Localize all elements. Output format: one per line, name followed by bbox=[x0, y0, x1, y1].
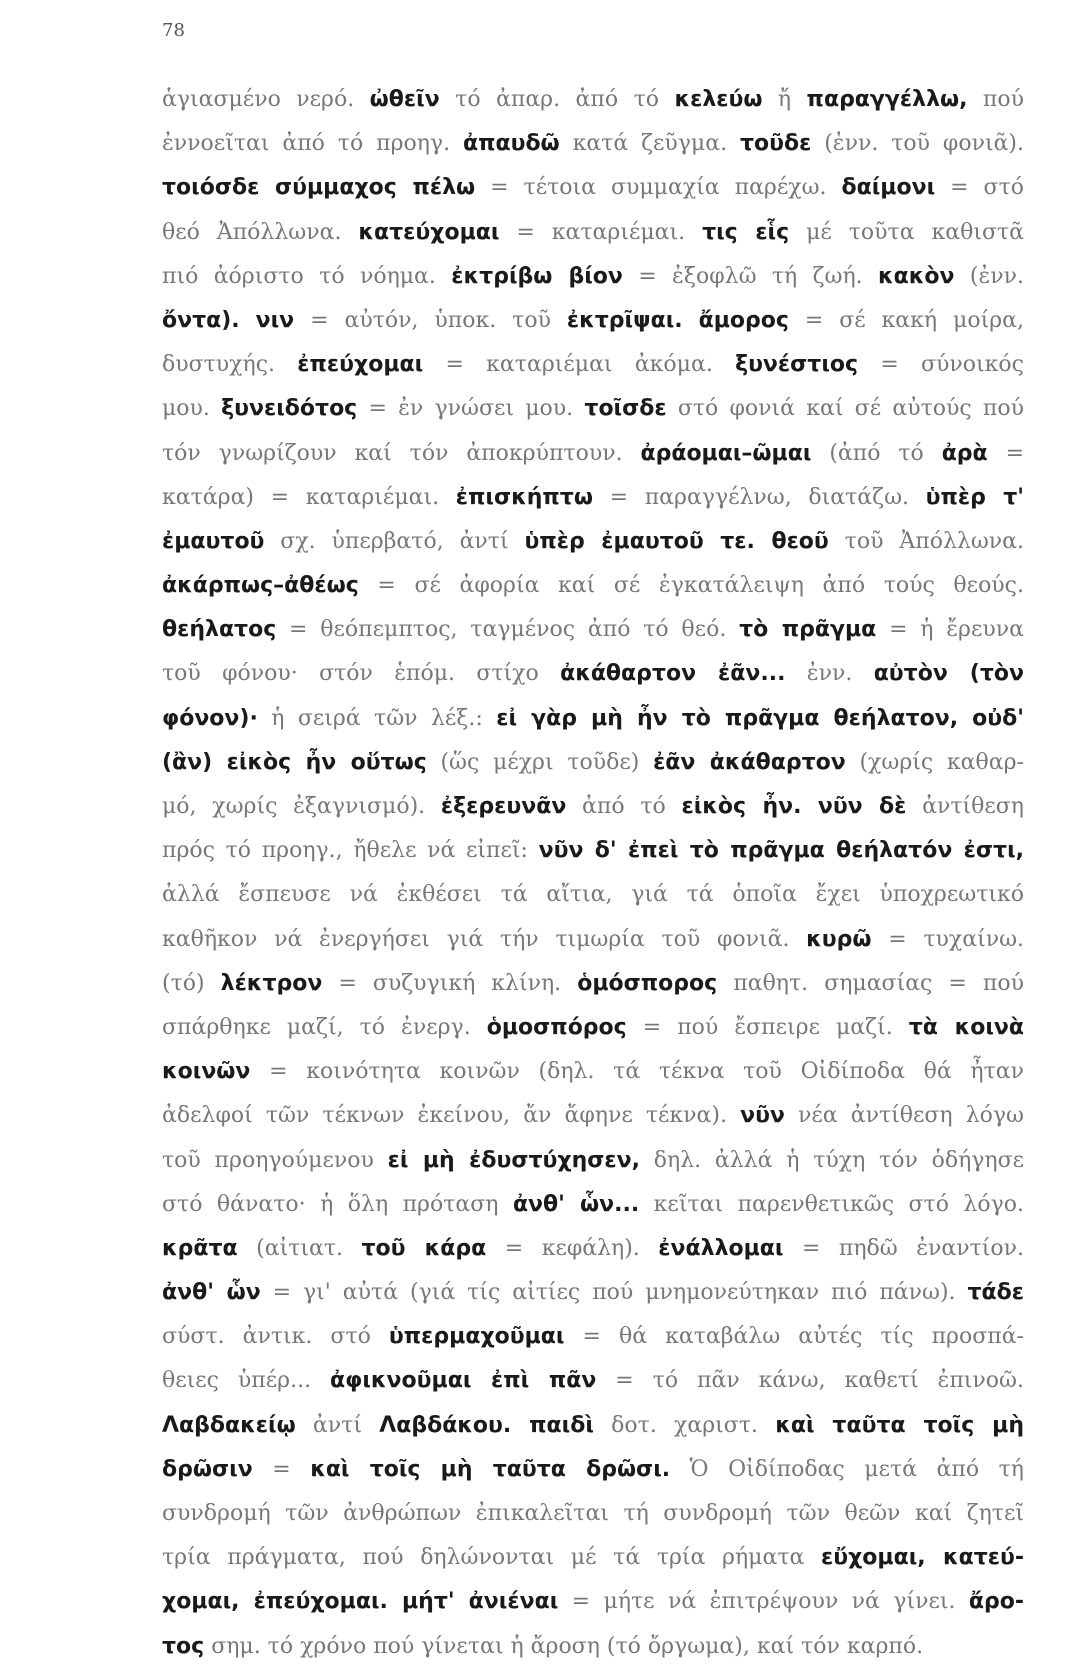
text-line bbox=[162, 1536, 1024, 1580]
lemma-term: κατεύχομαι bbox=[358, 219, 500, 245]
text-line bbox=[162, 166, 1024, 210]
gloss-text: Ὁ Οἰδίποδας μετά ἀπό τή bbox=[670, 1456, 1024, 1482]
gloss-text: = αὐτόν, ὑποκ. τοῦ bbox=[294, 307, 567, 333]
lemma-term: τοῦδε bbox=[739, 131, 812, 157]
text-line bbox=[162, 1006, 1024, 1050]
gloss-text: δυστυχής. bbox=[162, 352, 298, 378]
lemma-term: Λαβδακείῳ bbox=[162, 1412, 296, 1438]
text-line bbox=[162, 211, 1024, 255]
lemma-term: παραγγέλλω, bbox=[806, 87, 968, 112]
gloss-text: = μήτε νά ἐπιτρέψουν νά γίνει. bbox=[558, 1589, 969, 1615]
gloss-text: πού bbox=[967, 87, 1024, 112]
gloss-text: πιό ἀόριστο τό νόημα. bbox=[162, 263, 452, 289]
page-number: 78 bbox=[162, 20, 185, 41]
lemma-term: ὠθεῖν bbox=[369, 87, 440, 112]
text-line bbox=[162, 1625, 1024, 1669]
gloss-text: = τό πᾶν κάνω, καθετί ἐπινοῶ. bbox=[596, 1368, 1024, 1394]
text-line bbox=[162, 476, 1024, 520]
lemma-term: ὁμόσπορος bbox=[577, 970, 718, 996]
gloss-text: (τό) bbox=[162, 970, 221, 996]
gloss-text: τοῦ Ἀπόλλωνα. bbox=[828, 528, 1024, 554]
lemma-term: καὶ τοῖς μὴ ταῦτα δρῶσι. bbox=[310, 1456, 671, 1482]
text-line bbox=[162, 873, 1024, 917]
text-line bbox=[162, 255, 1024, 299]
lemma-term: κυρῶ bbox=[806, 926, 872, 952]
gloss-text: τόν γνωρίζουν καί τόν ἀποκρύπτουν. bbox=[162, 440, 641, 466]
gloss-text: κεῖται παρενθετικῶς στό λόγο. bbox=[639, 1191, 1024, 1217]
lemma-term: ἄρο- bbox=[968, 1589, 1024, 1615]
lemma-term: τος bbox=[162, 1633, 205, 1659]
text-line bbox=[162, 829, 1024, 873]
lemma-term: νιν bbox=[255, 307, 295, 333]
lemma-term: ἀφικνοῦμαι ἐπὶ πᾶν bbox=[330, 1368, 597, 1394]
gloss-text: = παραγγέλνω, διατάζω. bbox=[592, 484, 926, 510]
text-line bbox=[162, 962, 1024, 1006]
lemma-term: ἐξερευνᾶν bbox=[440, 794, 567, 819]
lemma-term: τοιόσδε σύμμαχος πέλω bbox=[162, 175, 476, 201]
gloss-text: δοτ. χαριστ. bbox=[593, 1412, 776, 1438]
gloss-text: = σύνοικός bbox=[858, 352, 1024, 378]
lemma-term: τάδε bbox=[967, 1280, 1024, 1306]
text-line bbox=[162, 78, 1024, 122]
gloss-text: = bbox=[987, 440, 1024, 466]
gloss-text: μέ τοῦτα καθιστᾶ bbox=[789, 219, 1024, 245]
gloss-text: δηλ. ἀλλά ἡ τύχη τόν ὁδήγησε bbox=[639, 1147, 1024, 1173]
commentary-text bbox=[162, 78, 1024, 1669]
lemma-term: τὸ πρᾶγμα bbox=[739, 617, 877, 643]
gloss-text: νέα ἀντίθεση λόγω bbox=[784, 1103, 1024, 1129]
lemma-term: ἐνάλλομαι bbox=[658, 1235, 784, 1261]
gloss-text: (αἰτιατ. bbox=[237, 1235, 362, 1261]
gloss-text: = καταριέμαι. bbox=[499, 219, 703, 245]
lemma-term: ἄμορος bbox=[698, 307, 789, 333]
lemma-term: ὄντα). bbox=[162, 307, 240, 333]
lemma-term: ἀνθ' ὧν bbox=[162, 1280, 261, 1306]
gloss-text: = συζυγική κλίνη. bbox=[322, 970, 578, 996]
lemma-term: χομαι, ἐπεύχομαι. μήτ' ἀνιέναι bbox=[162, 1589, 559, 1615]
text-line bbox=[162, 652, 1024, 696]
gloss-text: (ἐνν. bbox=[954, 263, 1024, 289]
lemma-term: ἐμαυτοῦ bbox=[162, 528, 265, 554]
text-line bbox=[162, 1183, 1024, 1227]
gloss-text: (ἐνν. τοῦ φονιᾶ). bbox=[811, 131, 1024, 157]
text-line bbox=[162, 1404, 1024, 1448]
gloss-text: καθῆκον νά ἐνεργήσει γιά τήν τιμωρία τοῦ φονιᾶ. bbox=[162, 926, 807, 952]
lemma-term: θεήλατος bbox=[162, 617, 277, 643]
lemma-term: εἰ μὴ ἐδυστύχησεν, bbox=[387, 1147, 640, 1173]
lemma-term: ξυνέστιος bbox=[735, 352, 859, 378]
gloss-text bbox=[683, 308, 699, 333]
text-line bbox=[162, 299, 1024, 343]
gloss-text: = τυχαίνω. bbox=[871, 926, 1024, 952]
gloss-text: σημ. τό χρόνο πού γίνεται ἡ ἄροση (τό ὄργωμα), καί τόν καρπό. bbox=[204, 1633, 924, 1659]
gloss-text: τοῦ προηγούμενου bbox=[162, 1147, 388, 1173]
lemma-term: νῦν δ' ἐπεὶ τὸ πρᾶγμα θεήλατόν ἐστι, bbox=[538, 838, 1024, 864]
text-line bbox=[162, 1492, 1024, 1536]
gloss-text: παθητ. σημασίας = πού bbox=[717, 970, 1024, 996]
lemma-term: ἐκτρίβω βίον bbox=[451, 263, 623, 289]
gloss-text bbox=[240, 308, 256, 333]
gloss-text: = ἐν γνώσει μου. bbox=[357, 396, 585, 422]
text-line bbox=[162, 1139, 1024, 1183]
gloss-text: = στό bbox=[935, 175, 1024, 201]
lemma-term: εἰ γὰρ μὴ ἦν τὸ πρᾶγμα θεήλατον, οὐδ' bbox=[496, 705, 1024, 731]
text-line bbox=[162, 432, 1024, 476]
gloss-text: σπάρθηκε μαζί, τό ἐνεργ. bbox=[162, 1014, 487, 1040]
lemma-term: ἀνθ' ὧν... bbox=[512, 1191, 640, 1217]
gloss-text: = πηδῶ ἐναντίον. bbox=[783, 1235, 1024, 1261]
text-line bbox=[162, 387, 1024, 431]
lemma-term: δαίμονι bbox=[841, 175, 936, 201]
gloss-text: κατάρα) = καταριέμαι. bbox=[162, 484, 456, 510]
text-line bbox=[162, 1315, 1024, 1359]
gloss-text: = γι' αὐτά (γιά τίς αἰτίες πού μνημονεύτηκαν πιό πάνω). bbox=[260, 1280, 968, 1306]
text-line bbox=[162, 918, 1024, 962]
lemma-term: ἐκτρῖψαι. bbox=[566, 307, 683, 333]
lemma-term: ἐπεύχομαι bbox=[297, 352, 424, 378]
lemma-term: κελεύω bbox=[674, 87, 763, 112]
lemma-term: Λαβδάκου. παιδὶ bbox=[379, 1412, 594, 1438]
gloss-text: = τέτοια συμμαχία παρέχω. bbox=[475, 175, 842, 201]
lemma-term: κρᾶτα bbox=[162, 1235, 238, 1261]
gloss-text: = καταριέμαι ἀκόμα. bbox=[423, 352, 736, 378]
gloss-text: σύστ. ἀντικ. στό bbox=[162, 1324, 389, 1350]
gloss-text: = θά καταβάλω αὐτές τίς προσπά- bbox=[564, 1324, 1024, 1350]
gloss-text: = bbox=[252, 1456, 311, 1482]
lemma-term: ἀκάρπως–ἀθέως bbox=[162, 573, 359, 599]
lemma-term: τοῦ κάρα bbox=[361, 1235, 487, 1261]
text-line bbox=[162, 1580, 1024, 1624]
gloss-text: θειες ὑπέρ... bbox=[162, 1368, 331, 1394]
text-line bbox=[162, 1448, 1024, 1492]
gloss-text: ἤ bbox=[762, 87, 807, 112]
lemma-term: ὑπὲρ ἐμαυτοῦ τε. θεοῦ bbox=[524, 528, 829, 554]
text-line bbox=[162, 785, 1024, 829]
lemma-term: αὐτὸν (τὸν bbox=[873, 661, 1024, 687]
gloss-text: μό, χωρίς ἐξαγνισμό). bbox=[162, 794, 441, 819]
lemma-term: εὔχομαι, κατεύ- bbox=[821, 1545, 1024, 1571]
gloss-text: ἀλλά ἔσπευσε νά ἐκθέσει τά αἴτια, γιά τά ὁποῖα ἔχει ὑποχρεωτικό bbox=[162, 882, 1024, 908]
text-line bbox=[162, 343, 1024, 387]
text-line bbox=[162, 520, 1024, 564]
gloss-text: τοῦ φόνου· στόν ἑπόμ. στίχο bbox=[162, 661, 561, 687]
gloss-text: = ἐξοφλῶ τή ζωή. bbox=[622, 263, 879, 289]
gloss-text: πρός τό προηγ., ἤθελε νά εἰπεῖ: bbox=[162, 838, 539, 864]
text-line bbox=[162, 1094, 1024, 1138]
lemma-term: κακὸν bbox=[878, 263, 955, 289]
gloss-text: ἡ σειρά τῶν λέξ.: bbox=[257, 705, 497, 731]
gloss-text: θεό Ἀπόλλωνα. bbox=[162, 219, 359, 245]
gloss-text: ἁγιασμένο νερό. bbox=[162, 87, 370, 112]
gloss-text: ἀντίθεση bbox=[906, 794, 1024, 819]
gloss-text: ἐνν. bbox=[785, 661, 874, 687]
gloss-text: = κοινότητα κοινῶν (δηλ. τά τέκνα τοῦ Οἰδίποδα θά ἦταν bbox=[250, 1059, 1024, 1085]
lemma-term: ἀπαυδῶ bbox=[462, 131, 560, 157]
gloss-text: = θεόπεμπτος, ταγμένος ἀπό τό θεό. bbox=[276, 617, 740, 643]
gloss-text: = σέ κακή μοίρα, bbox=[788, 307, 1024, 333]
gloss-text: (χωρίς καθαρ- bbox=[845, 749, 1024, 775]
gloss-text: = σέ ἀφορία καί σέ ἐγκατάλειψη ἀπό τούς θεούς. bbox=[358, 573, 1024, 599]
gloss-text: (ἀπό τό bbox=[811, 440, 942, 466]
lemma-term: ἀκάθαρτον ἐᾶν... bbox=[560, 661, 786, 687]
gloss-text: ἀντί bbox=[295, 1412, 380, 1438]
gloss-text: συνδρομή τῶν ἀνθρώπων ἐπικαλεῖται τή συνδρομή τῶν θεῶν καί ζητεῖ bbox=[162, 1501, 1024, 1526]
lemma-term: καὶ ταῦτα τοῖς μὴ bbox=[775, 1412, 1024, 1438]
lemma-term: ξυνειδότος bbox=[221, 396, 358, 422]
lemma-term: τοῖσδε bbox=[584, 396, 667, 422]
gloss-text: τό ἀπαρ. ἀπό τό bbox=[439, 87, 675, 112]
lemma-term: ἐπισκήπτω bbox=[455, 484, 593, 510]
lemma-term: εἰκὸς ἦν. νῦν δὲ bbox=[681, 794, 907, 819]
text-line bbox=[162, 564, 1024, 608]
lemma-term: (ἂν) εἰκὸς ἦν οὕτως bbox=[162, 749, 427, 775]
text-line bbox=[162, 1227, 1024, 1271]
lemma-term: ὑπὲρ τ' bbox=[925, 484, 1024, 510]
gloss-text: ἀπό τό bbox=[566, 794, 682, 819]
lemma-term: ἐᾶν ἀκάθαρτον bbox=[653, 749, 846, 775]
gloss-text: ἐννοεῖται ἀπό τό προηγ. bbox=[162, 131, 463, 157]
gloss-text: τρία πράγματα, πού δηλώνονται μέ τά τρία ρήματα bbox=[162, 1545, 822, 1571]
text-line bbox=[162, 1359, 1024, 1403]
gloss-text: σχ. ὑπερβατό, ἀντί bbox=[264, 528, 525, 554]
text-line bbox=[162, 697, 1024, 741]
gloss-text: = πού ἔσπειρε μαζί. bbox=[626, 1014, 909, 1040]
gloss-text: = κεφάλη). bbox=[486, 1235, 659, 1261]
gloss-text: ἀδελφοί τῶν τέκνων ἐκείνου, ἄν ἄφηνε τέκνα). bbox=[162, 1103, 741, 1129]
gloss-text: = ἡ ἔρευνα bbox=[876, 617, 1024, 643]
lemma-term: νῦν bbox=[740, 1103, 785, 1129]
gloss-text: κατά ζεῦγμα. bbox=[559, 131, 740, 157]
lemma-term: δρῶσιν bbox=[162, 1456, 253, 1482]
gloss-text: (ὥς μέχρι τοῦδε) bbox=[426, 749, 654, 775]
text-line bbox=[162, 608, 1024, 652]
lemma-term: ἀράομαι–ῶμαι bbox=[640, 440, 812, 466]
lemma-term: ὁμοσπόρος bbox=[486, 1014, 627, 1040]
gloss-text: στό θάνατο· ἡ ὅλη πρόταση bbox=[162, 1191, 513, 1217]
text-line bbox=[162, 741, 1024, 785]
lemma-term: τὰ κοινὰ bbox=[908, 1014, 1024, 1040]
text-line bbox=[162, 1050, 1024, 1094]
lemma-term: κοινῶν bbox=[162, 1059, 251, 1085]
lemma-term: λέκτρον bbox=[220, 970, 323, 996]
lemma-term: ὑπερμαχοῦμαι bbox=[388, 1324, 565, 1350]
gloss-text: στό φονιά καί σέ αὐτούς πού bbox=[666, 396, 1024, 422]
lemma-term: τις εἷς bbox=[702, 219, 790, 245]
text-line bbox=[162, 122, 1024, 166]
gloss-text: μου. bbox=[162, 396, 222, 422]
lemma-term: φόνον)· bbox=[162, 705, 258, 731]
lemma-term: ἀρὰ bbox=[941, 440, 988, 466]
text-line bbox=[162, 1271, 1024, 1315]
